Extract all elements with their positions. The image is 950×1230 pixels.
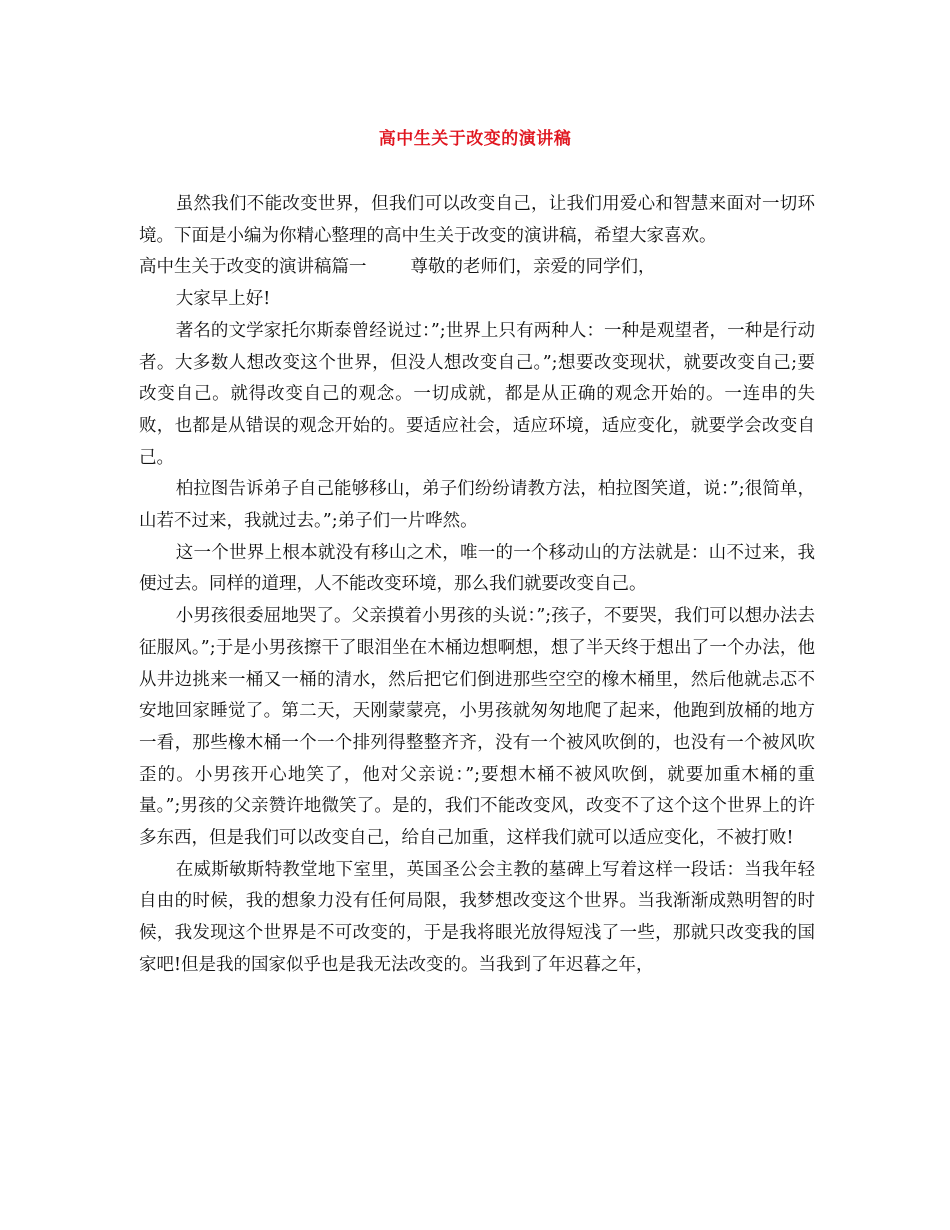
paragraph: 小男孩很委屈地哭了。父亲摸着小男孩的头说：”;孩子，不要哭，我们可以想办法去征服风。”;于是小男孩擦干了眼泪坐在木桶边想啊想，想了半天终于想出了一个办法，他从井边挑来一桶又一桶的清水，然后把它们倒进那些空空的橡木桶里，然后他就忐忑不安地回家睡觉了。第二天，天刚蒙蒙亮，小男孩就匆匆地爬了起来，他跑到放桶的地方一看，那些橡木桶一个一个排列得整整齐齐，没有一个被风吹倒的，也没有一个被风吹歪的。小男孩开心地笑了，他对父亲说：”;要想木桶不被风吹倒，就要加重木桶的重量。”;男孩的父亲赞许地微笑了。是的，我们不能改变风，改变不了这个这个世界上的许多东西，但是我们可以改变自己，给自己加重，这样我们就可以适应变化，不被打败! (139, 606, 815, 849)
paragraph: 柏拉图告诉弟子自己能够移山，弟子们纷纷请教方法，柏拉图笑道，说：”;很简单，山若不过来，我就过去。”;弟子们一片哗然。 (139, 479, 815, 532)
document-title: 高中生关于改变的演讲稿 (378, 129, 572, 149)
paragraph: 这一个世界上根本就没有移山之术，唯一的一个移动山的方法就是：山不过来，我便过去。同样的道理，人不能改变环境，那么我们就要改变自己。 (139, 542, 815, 595)
document-body (139, 189, 815, 982)
greeting: 大家早上好! (175, 289, 271, 310)
section-heading-line (139, 252, 815, 284)
section-heading: 高中生关于改变的演讲稿篇一 (139, 257, 367, 278)
salutation: 尊敬的老师们，亲爱的同学们， (410, 257, 656, 278)
paragraph: 在威斯敏斯特教堂地下室里，英国圣公会主教的墓碑上写着这样一段话：当我年轻自由的时候，我的想象力没有任何局限，我梦想改变这个世界。当我渐渐成熟明智的时候，我发现这个世界是不可改变的，于是我将眼光放得短浅了一些，那就只改变我的国家吧!但是我的国家似乎也是我无法改变的。当我到了年迟暮之年， (139, 859, 815, 975)
paragraph: 著名的文学家托尔斯泰曾经说过：”;世界上只有两种人：一种是观望者，一种是行动者。大多数人想改变这个世界，但没人想改变自己。”;想要改变现状，就要改变自己;要改变自己。就得改变自己的观念。一切成就，都是从正确的观念开始的。一连串的失败，也都是从错误的观念开始的。要适应社会，适应环境，适应变化，就要学会改变自己。 (139, 320, 815, 468)
intro-paragraph: 虽然我们不能改变世界，但我们可以改变自己，让我们用爱心和智慧来面对一切环境。下面是小编为你精心整理的高中生关于改变的演讲稿，希望大家喜欢。 (139, 194, 815, 246)
